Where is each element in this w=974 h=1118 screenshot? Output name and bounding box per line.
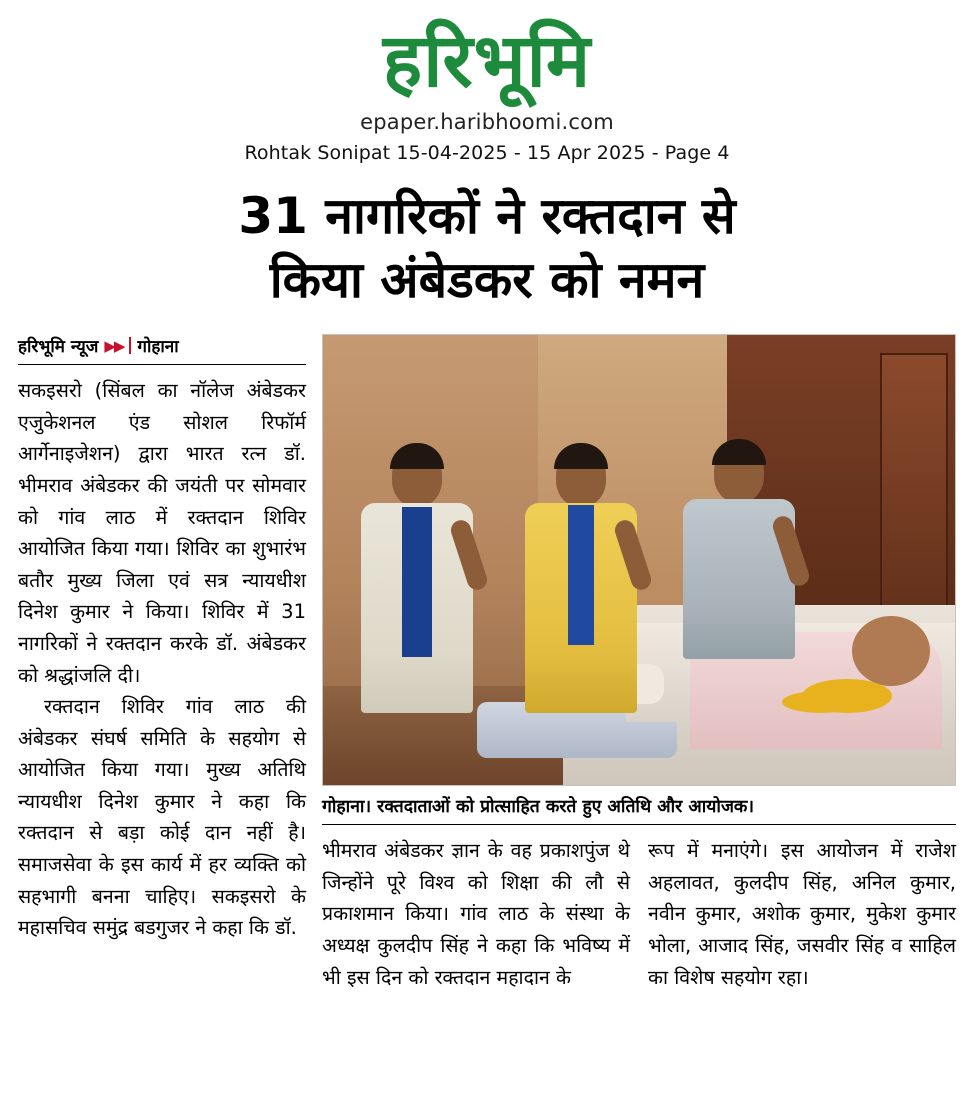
article-body — [18, 334, 956, 993]
photo-person-scarf — [568, 505, 594, 645]
byline-rule — [18, 364, 306, 365]
article-right-column — [318, 334, 956, 993]
article-text-lower-1: भीमराव अंबेडकर ज्ञान के वह प्रकाशपुंज थे जिन्होंने पूरे विश्व को शिक्षा की लौ से प्रकाशमान किया। गांव लाठ के संस्था के अध्यक्ष कुलदीप सिंह ने कहा कि भविष्य में भी इस दिन को रक्तदान महादान के — [322, 839, 630, 989]
article-left-column — [18, 334, 318, 943]
masthead-edition: Rohtak Sonipat 15-04-2025 - 15 Apr 2025 - Page 4 — [244, 142, 730, 165]
byline-divider — [129, 337, 131, 354]
photo-person-2 — [525, 449, 637, 713]
photo-donor-head — [852, 616, 930, 686]
headline-line-1: 31 नागरिकों ने रक्तदान से — [238, 187, 736, 246]
article-lower-columns — [322, 835, 956, 993]
headline-line-2: किया अंबेडकर को नमन — [269, 251, 705, 310]
byline-source: हरिभूमि न्यूज — [18, 337, 99, 358]
photo-person-scarf — [402, 507, 432, 657]
byline — [18, 334, 306, 364]
photo-caption: गोहाना। रक्तदाताओं को प्रोत्साहित करते हुए अतिथि और आयोजक। — [322, 786, 956, 825]
photo-door-panel — [880, 353, 948, 645]
photo-person-head — [392, 449, 442, 507]
double-chevron-right-icon: ▶▶ — [104, 336, 124, 355]
photo-person-3 — [683, 445, 795, 659]
photo-garland — [802, 679, 892, 713]
article-paragraph: रक्तदान शिविर गांव लाठ की अंबेडकर संघर्ष समिति के सहयोग से आयोजित किया गया। मुख्य अतिथि न्यायधीश दिनेश कुमार ने कहा कि रक्तदान से बड़ा कोई दान नहीं है। समाजसेवा के इस कार्य में हर व्यक्ति को सहभागी बनना चाहिए। सकइसरो के महासचिव समुंद्र बडगुजर ने कहा कि डॉ. — [18, 695, 306, 940]
article-text-lower-2: रूप में मनाएंगे। इस आयोजन में राजेश अहलावत, कुलदीप सिंह, अनिल कुमार, नवीन कुमार, अशोक कुमार, मुकेश कुमार भोला, आजाद सिंह, जसवीर सिंह व साहिल का विशेष सहयोग रहा। — [648, 839, 956, 989]
masthead-website: epaper.haribhoomi.com — [360, 110, 614, 135]
byline-place: गोहाना — [137, 337, 179, 358]
photo-person-1 — [361, 449, 473, 713]
photo-block — [322, 334, 956, 825]
masthead-logo: हरिभूमि — [382, 18, 592, 104]
article-paragraph: सकइसरो (सिंबल का नॉलेज अंबेडकर एजुकेशनल एंड सोशल रिफॉर्म आर्गेनाइजेशन) द्वारा भारत रत्न डॉ. भीमराव अंबेडकर की जयंती पर सोमवार को गांव लाठ में रक्तदान शिविर आयोजित किया गया। शिविर का शुभारंभ बतौर मुख्य जिला एवं सत्र न्यायधीश दिनेश कुमार ने किया। शिविर में 31 नागरिकों ने रक्तदान करके डॉ. अंबेडकर को श्रद्धांजलि दी। — [18, 379, 306, 687]
news-photo — [322, 334, 956, 786]
photo-person-head — [556, 449, 606, 507]
article-text-left — [18, 375, 306, 943]
masthead — [18, 0, 956, 164]
photo-person-head — [714, 445, 764, 503]
page-title — [18, 184, 956, 312]
